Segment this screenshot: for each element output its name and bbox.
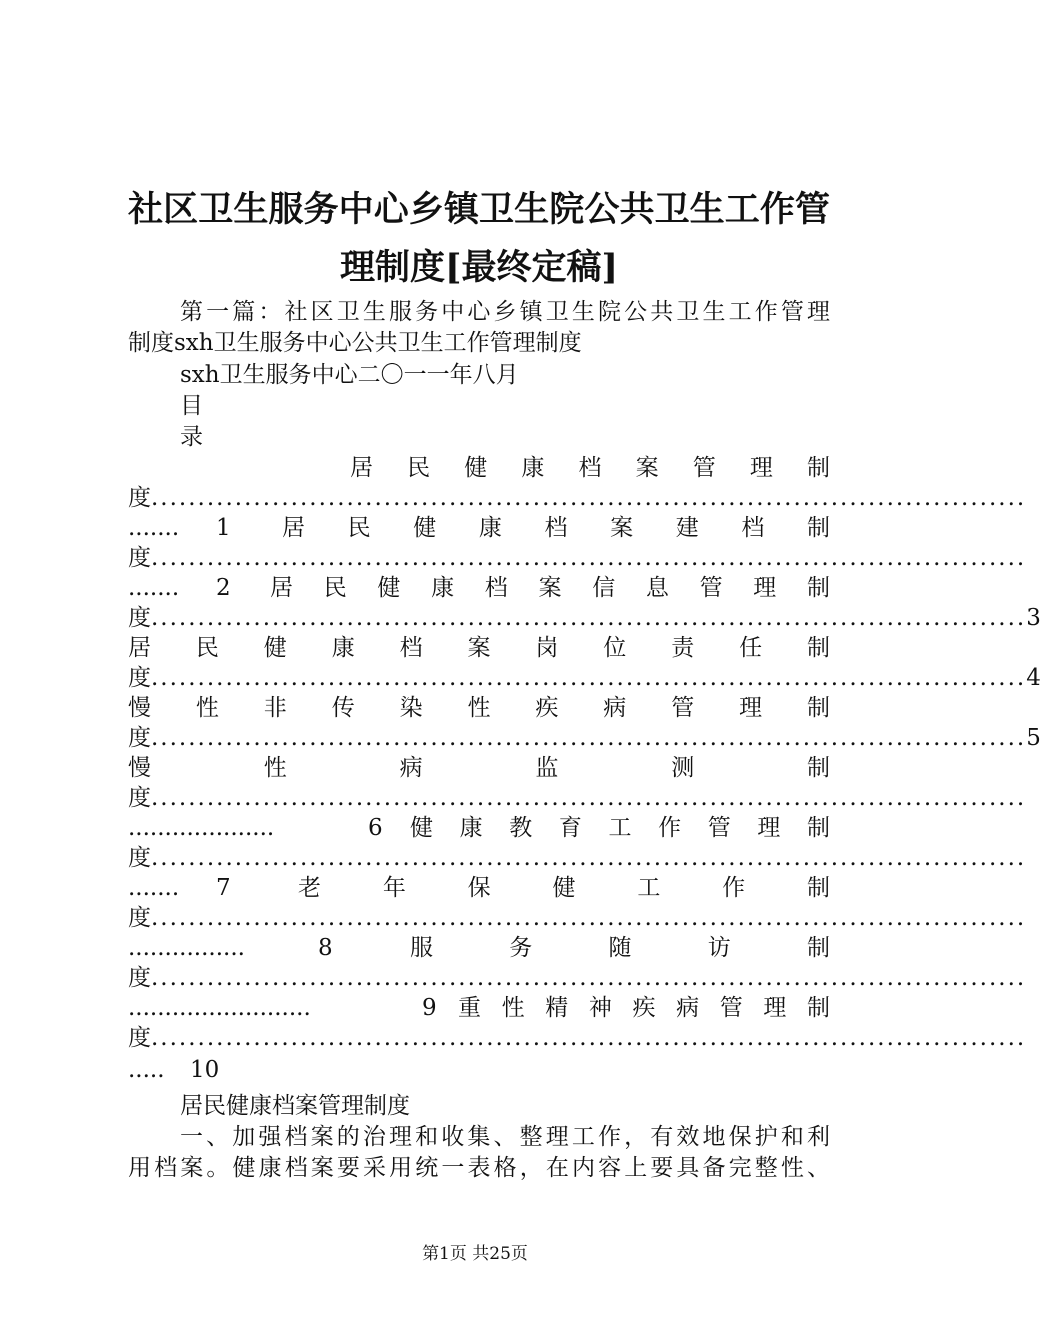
body-paragraph-line-1: 一、加强档案的治理和收集、整理工作，有效地保护和利 [180, 1124, 830, 1150]
intro-date-line: sxh卫生服务中心二〇一一年八月 [180, 362, 519, 388]
document-title-line-2: 理制度[最终定稿] [339, 247, 619, 288]
toc-heading-mu: 目 [180, 393, 203, 419]
toc-entry-tail: 度 [128, 785, 151, 811]
toc-entry-name: 健康教育工作管理制 [410, 815, 830, 841]
toc-entry-2-dots-row [128, 543, 1027, 573]
toc-page-number: 3 [1026, 605, 1041, 631]
toc-leader-dots: ..... [128, 1057, 165, 1083]
toc-page-number: 5 [1026, 725, 1041, 751]
toc-leader-dots: .............................................................................................. [151, 965, 1027, 991]
toc-entry-name: 居民健康档案信息管理制 [270, 575, 830, 601]
toc-entry-3-name-row [128, 573, 830, 603]
toc-entry-6-dots-row [128, 783, 1027, 813]
toc-leader-dots: .............................................................................................. [151, 605, 1027, 631]
toc-page-number: 1 [216, 515, 231, 541]
toc-entry-name: 慢性非传染性疾病管理制 [128, 695, 830, 721]
toc-entry-tail: 度 [128, 485, 151, 511]
toc-entry-tail: 度 [128, 845, 151, 871]
toc-entry-tail: 度 [128, 905, 151, 931]
toc-page-number: 7 [216, 875, 231, 901]
toc-entry-tail: 度 [128, 965, 151, 991]
toc-entry-name: 居民健康档案建档制 [282, 515, 830, 541]
toc-entry-tail: 度 [128, 605, 151, 631]
toc-entry-1-dots-row [128, 483, 1027, 513]
toc-entry-name: 服务随访制 [410, 935, 830, 961]
toc-entry-10-page-row [128, 1055, 830, 1085]
toc-entry-tail: 度 [128, 1025, 151, 1051]
toc-entry-7-dots-row [128, 843, 1027, 873]
toc-entry-5-name-row [128, 693, 830, 723]
toc-leader-dots: .............................................................................................. [151, 725, 1027, 751]
toc-entry-10-dots-row [128, 1023, 1027, 1053]
toc-entry-8-name-row [128, 873, 830, 903]
toc-entry-2-name-row [128, 513, 830, 543]
intro-line-1: 第一篇：社区卫生服务中心乡镇卫生院公共卫生工作管理 [180, 299, 830, 325]
toc-leader-dots: ................ [128, 935, 245, 961]
toc-leader-dots: .............................................................................................. [151, 485, 1027, 511]
toc-entry-8-dots-row [128, 903, 1027, 933]
toc-entry-4-dots-row [128, 663, 1041, 693]
toc-leader-dots: ....... [128, 875, 180, 901]
toc-entry-3-dots-row [128, 603, 1041, 633]
toc-leader-dots: .............................................................................................. [151, 665, 1027, 691]
toc-page-number: 9 [422, 995, 437, 1021]
page-footer: 第1页 共25页 [422, 1244, 528, 1264]
toc-heading-lu: 录 [180, 424, 203, 450]
toc-leader-dots: ....... [128, 515, 180, 541]
toc-leader-dots: .............................................................................................. [151, 785, 1027, 811]
toc-page-number: 4 [1026, 665, 1041, 691]
toc-entry-tail: 度 [128, 725, 151, 751]
toc-entry-9-name-row [128, 933, 830, 963]
toc-entry-6-name-row [128, 753, 830, 783]
toc-page-number: 8 [318, 935, 333, 961]
toc-entry-5-dots-row [128, 723, 1041, 753]
toc-leader-dots: .................... [128, 815, 275, 841]
toc-entry-name: 老年保健工作制 [298, 875, 830, 901]
body-paragraph-line-2: 用档案。健康档案要采用统一表格，在内容上要具备完整性、 [128, 1155, 830, 1181]
toc-page-number: 2 [216, 575, 231, 601]
toc-entry-name: 居民健康档案管理制 [350, 455, 830, 481]
toc-leader-dots: ....... [128, 575, 180, 601]
toc-entry-tail: 度 [128, 545, 151, 571]
toc-leader-dots: .............................................................................................. [151, 1025, 1027, 1051]
toc-page-number: 6 [368, 815, 383, 841]
toc-entry-9-dots-row [128, 963, 1027, 993]
document-title-line-1: 社区卫生服务中心乡镇卫生院公共卫生工作管 [128, 189, 830, 230]
toc-entry-7-name-row [128, 813, 830, 843]
toc-entry-name: 慢性病监测制 [128, 755, 830, 781]
toc-leader-dots: ......................... [128, 995, 311, 1021]
toc-leader-dots: .............................................................................................. [151, 905, 1027, 931]
toc-page-number: 10 [190, 1057, 220, 1083]
toc-entry-tail: 度 [128, 665, 151, 691]
section-heading: 居民健康档案管理制度 [180, 1093, 410, 1119]
toc-entry-name: 重性精神疾病管理制 [458, 995, 830, 1021]
intro-line-2: 制度sxh卫生服务中心公共卫生工作管理制度 [128, 330, 582, 356]
toc-entry-1-name-row [128, 453, 830, 483]
toc-entry-10-name-row [128, 993, 830, 1023]
toc-leader-dots: .............................................................................................. [151, 845, 1027, 871]
toc-entry-name: 居民健康档案岗位责任制 [128, 635, 830, 661]
toc-entry-4-name-row [128, 633, 830, 663]
toc-leader-dots: .............................................................................................. [151, 545, 1027, 571]
